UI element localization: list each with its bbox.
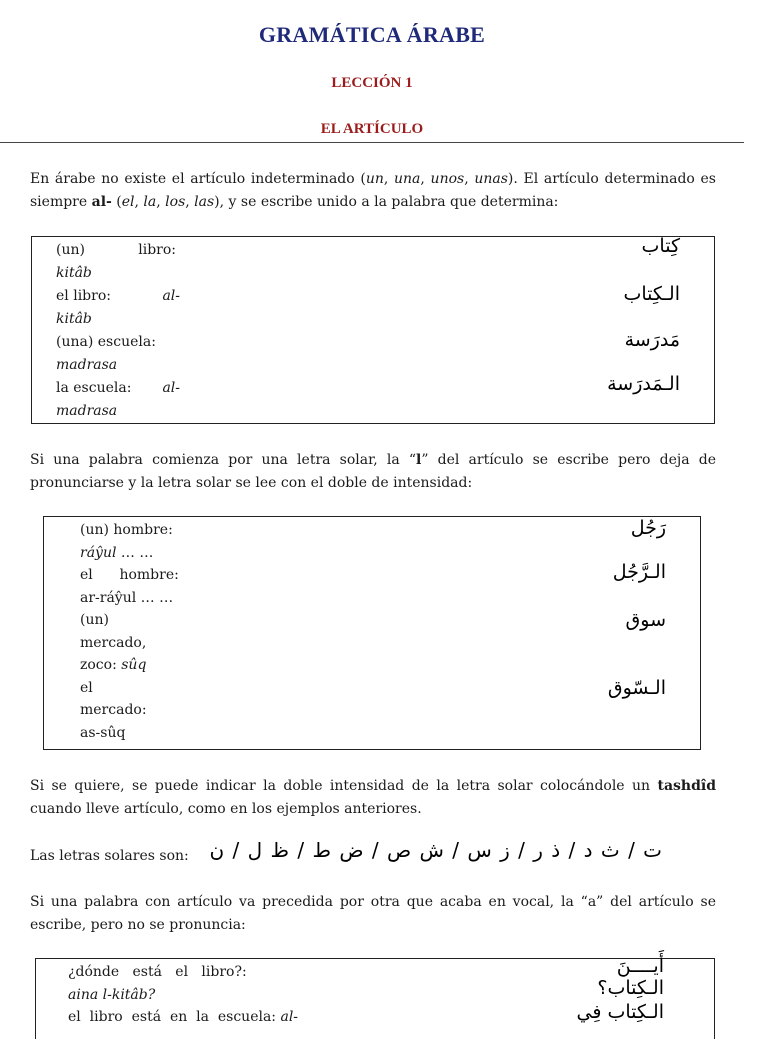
table3-line-3 [68,1006,318,1029]
table2-line-7 [80,654,220,677]
table3-line-2 [68,984,318,1007]
para1-italic-las: las [194,194,215,210]
solar-examples-table [43,516,701,750]
para2-text-2: ” del artículo se escribe pero deja de pronunciarse y la letra solar se lee con el doble de intensidad: [30,452,716,491]
table1-row2-arabic: الـكِتاب [623,283,680,305]
table1-row4-label [56,377,180,422]
table2-line-2-dots: … … [116,544,154,561]
table1-row3-text-a: (una) escuela: [56,334,156,350]
table1-row2-translit: kitâb [56,310,92,327]
para1-italic-los: los [165,194,186,210]
table3-line-2-italic: aina l-kitâb? [68,986,156,1003]
table1-row2-label [56,285,180,330]
vowel-elision-paragraph: Si una palabra con artículo va precedida por otra que acaba en vocal, la “a” del artículo se escribe, pero no se pronuncia: [30,894,716,933]
para1-italic-unos: unos [430,171,465,187]
para1-italic-un: un [365,171,384,187]
para3-bold-tashdid: tashdîd [657,778,716,794]
para1-sep-5: , [156,194,166,210]
table2-line-9: mercado: [80,702,147,718]
para2-text-1: Si una palabra comienza por una letra solar, la “ [30,452,416,468]
para1-text-2: ). El artículo determinado es siempre [30,171,716,210]
table2-line-1: (un) hombre: [80,522,173,538]
table1-row1-translit: kitâb [56,264,92,281]
table3-arabic-1: أَيــــنَ [616,955,664,977]
table1-row2-text-a: el libro: [56,288,111,304]
table1-row1-label [56,239,176,284]
para3-text-2: cuando lleve artículo, como en los ejemplos anteriores. [30,801,422,817]
para3-text-1: Si se quiere, se puede indicar la doble intensidad de la letra solar colocándole un [30,778,658,794]
table3-line-3-text: el libro está en la escuela: [68,1009,281,1025]
intro-paragraph [30,168,716,214]
para1-bold-al: al- [91,194,112,210]
table1-row4-arabic: الـمَدرَسة [607,373,680,395]
para1-italic-unas: unas [474,171,508,187]
table1-row4-text-b: al- [162,380,180,396]
table2-arabic-4: الـسّوق [607,677,666,699]
para1-text-3: ( [111,194,122,210]
para1-sep-2: , [420,171,431,187]
table1-row2-text-b: al- [162,288,180,304]
lesson-heading: LECCIÓN 1 [331,75,413,91]
tashdid-paragraph [30,775,716,821]
table3-line-1: ¿dónde está el libro?: [68,964,247,980]
table1-row1-text-a: (un) [56,242,85,258]
table2-arabic-3: سوق [625,609,666,631]
para1-sep-3: , [464,171,475,187]
solar-letters-list: ت / ث د / ذ ر / ز س / ش ص / ض ط / ظ ل / ن [209,838,662,862]
table3-labels [68,961,318,1029]
para1-italic-una: una [394,171,421,187]
table1-row4-translit: madrasa [56,402,118,419]
table2-arabic-2: الـرَّجُل [612,561,666,583]
solar-letters-label: Las letras solares son: [30,848,189,864]
solar-letter-paragraph [30,449,716,495]
table1-row1-text-b: libro: [138,242,176,258]
table1-row3-arabic: مَدرَسة [624,329,680,351]
heading-divider [0,142,744,143]
para2-bold-l: l [416,452,422,468]
para1-text-4: ), y se escribe unido a la palabra que determina: [214,194,559,210]
table2-arabic-1: رَجُل [630,517,666,539]
table3-arabic-3: الـكِتاب فِي [576,1001,664,1023]
table2-line-7-text: zoco: [80,657,122,673]
table2-line-3: el hombre: [80,567,179,583]
para1-italic-el: el [121,194,135,210]
table2-line-6: mercado, [80,634,147,651]
table2-line-7-italic: sûq [121,657,147,673]
para1-italic-la: la [143,194,157,210]
article-examples-table [31,236,715,424]
table1-row4-text-a: la escuela: [56,380,132,396]
table1-row1-arabic: كِتاب [641,235,680,257]
table3-line-3-italic: al- [280,1009,299,1025]
elision-examples-table [35,955,715,1039]
table2-line-2 [80,542,220,565]
table1-row3-label [56,331,186,376]
para1-sep-4: , [134,194,144,210]
table2-labels [80,519,220,744]
table1-row3-translit: madrasa [56,356,118,373]
table2-line-8: el [80,679,93,696]
table2-line-2-italic: ráŷul [80,544,117,561]
para1-sep-6: , [185,194,195,210]
table2-line-10: as-sûq [80,724,126,741]
page-title: GRAMÁTICA ÁRABE [258,22,486,47]
table3-arabic-2: الـكِتاب؟ [597,977,664,999]
para1-text-1: En árabe no existe el artículo indeterminado ( [30,171,366,187]
table2-line-4: ar-ráŷul … … [80,589,174,606]
section-heading: EL ARTÍCULO [320,121,424,137]
para1-sep-1: , [383,171,395,187]
table2-line-5: (un) [80,612,109,628]
